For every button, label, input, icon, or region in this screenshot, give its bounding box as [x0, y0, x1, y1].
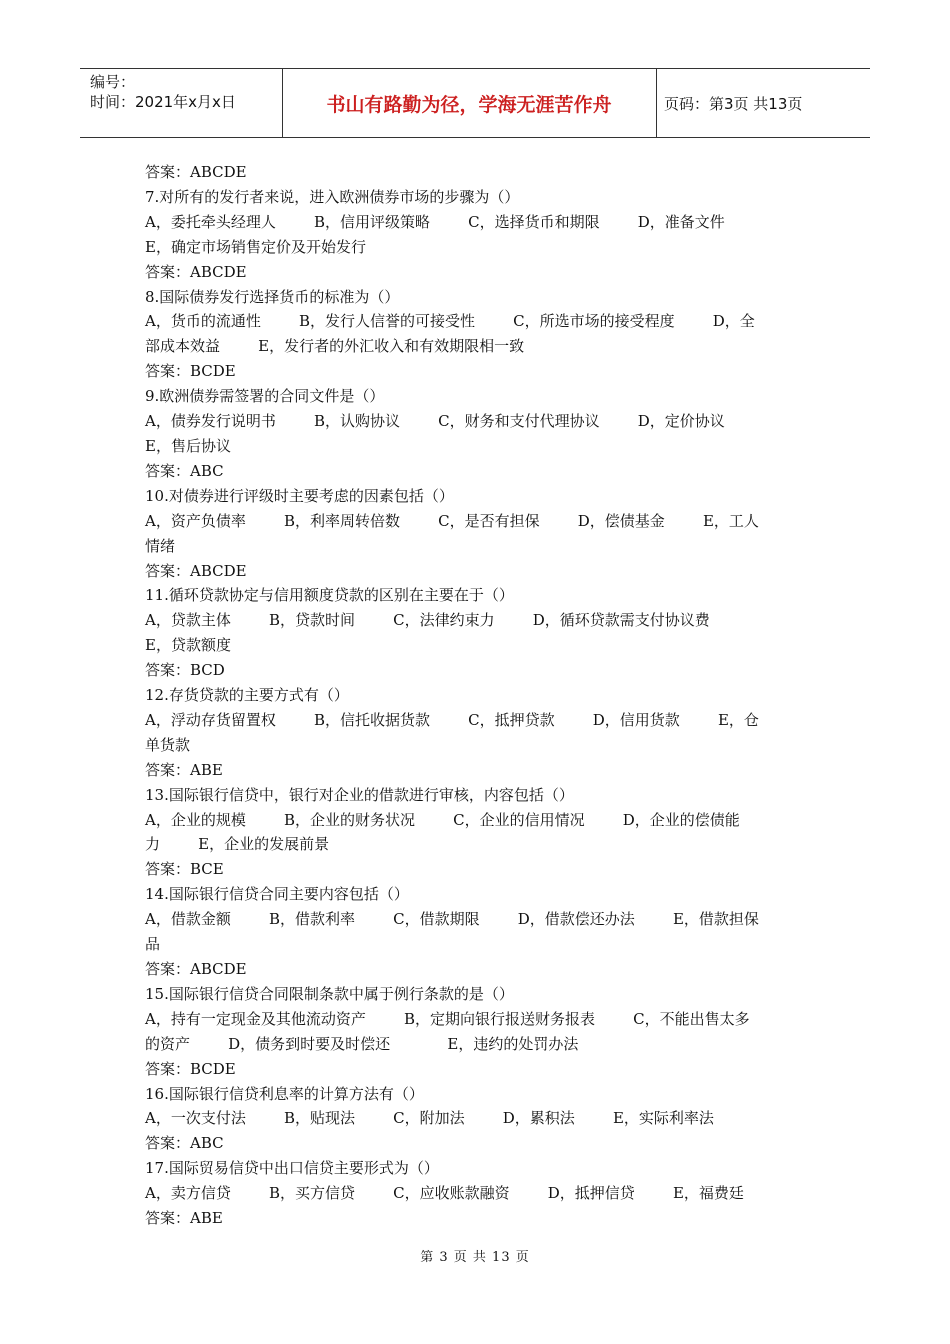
question-text-line: 8.国际债券发行选择货币的标准为（）: [145, 287, 400, 306]
question-text-line: E，贷款额度: [145, 636, 231, 655]
question-text-line: A，浮动存货留置权 B，信托收据货款 C，抵押贷款 D，信用货款 E，仓: [145, 710, 759, 729]
header-motto: 书山有路勤为径，学海无涯苦作舟: [326, 93, 612, 116]
question-text-line: 13.国际银行信贷中，银行对企业的借款进行审核，内容包括（）: [145, 785, 574, 804]
header-page-number: 页码：第3页 共13页: [664, 94, 803, 113]
question-text-line: 的资产 D，债务到时要及时偿还 E，违约的处罚办法: [145, 1034, 579, 1053]
question-text-line: 16.国际银行信贷利息率的计算方法有（）: [145, 1084, 424, 1103]
answer-line: 答案：ABC: [145, 1134, 224, 1153]
question-text-line: 单货款: [145, 735, 191, 754]
document-date-label: 时间：2021年x月x日: [90, 93, 236, 111]
page-footer: 第 3 页 共 13 页: [420, 1250, 530, 1265]
question-text-line: 12.存货贷款的主要方式有（）: [145, 686, 349, 705]
answer-line: 答案：ABE: [145, 1209, 223, 1228]
question-text-line: 14.国际银行信贷合同主要内容包括（）: [145, 885, 409, 904]
page-header: [80, 68, 870, 138]
answer-line: 答案：ABC: [145, 461, 224, 480]
question-text-line: A，持有一定现金及其他流动资产 B，定期向银行报送财务报表 C，不能出售太多: [145, 1009, 750, 1028]
header-divider-right: [656, 69, 657, 137]
question-text-line: 7.对所有的发行者来说，进入欧洲债券市场的步骤为（）: [145, 187, 520, 206]
question-text-line: A，卖方信贷 B，买方信贷 C，应收账款融资 D，抵押信贷 E，福费廷: [145, 1184, 744, 1203]
header-meta: [90, 72, 236, 112]
answer-line: 答案：ABCDE: [145, 561, 247, 580]
question-text-line: 部成本效益 E，发行者的外汇收入和有效期限相一致: [145, 337, 525, 356]
question-text-line: A，贷款主体 B，贷款时间 C，法律约束力 D，循环贷款需支付协议费: [145, 611, 710, 630]
question-text-line: A，借款金额 B，借款利率 C，借款期限 D，借款偿还办法 E，借款担保: [145, 910, 759, 929]
question-text-line: A，一次支付法 B，贴现法 C，附加法 D，累积法 E，实际利率法: [145, 1109, 714, 1128]
question-text-line: 15.国际银行信贷合同限制条款中属于例行条款的是（）: [145, 984, 514, 1003]
answer-line: 答案：ABCDE: [145, 262, 247, 281]
answer-line: 答案：BCDE: [145, 362, 236, 381]
question-text-line: 11.循环贷款协定与信用额度贷款的区别在主要在于（）: [145, 586, 514, 605]
answer-line: 答案：ABCDE: [145, 960, 247, 978]
answer-line: 答案：BCD: [145, 661, 225, 680]
question-text-line: 17.国际贸易信贷中出口信贷主要形式为（）: [145, 1159, 439, 1178]
question-text-line: A，货币的流通性 B，发行人信誉的可接受性 C，所选市场的接受程度 D，全: [145, 312, 755, 331]
question-text-line: E，确定市场销售定价及开始发行: [145, 237, 366, 256]
answer-line: 答案：ABE: [145, 760, 223, 779]
question-text-line: A，委托牵头经理人 B，信用评级策略 C，选择货币和期限 D，准备文件: [145, 212, 725, 231]
question-text-line: 力 E，企业的发展前景: [145, 835, 330, 854]
question-text-line: 10.对债券进行评级时主要考虑的因素包括（）: [145, 486, 454, 505]
question-text-line: 品: [145, 935, 161, 954]
question-text-line: 9.欧洲债券需签署的合同文件是（）: [145, 387, 385, 406]
question-text-line: A，企业的规模 B，企业的财务状况 C，企业的信用情况 D，企业的偿债能: [145, 810, 740, 829]
question-text-line: E，售后协议: [145, 436, 231, 455]
question-text-line: A，资产负债率 B，利率周转倍数 C，是否有担保 D，偿债基金 E，工人: [145, 511, 759, 530]
answer-line: 答案：ABCDE: [145, 163, 247, 181]
question-text-line: 情绪: [145, 536, 176, 555]
question-list: [145, 160, 810, 1231]
document-number-label: 编号：: [90, 73, 136, 91]
question-text-line: A，债券发行说明书 B，认购协议 C，财务和支付代理协议 D，定价协议: [145, 412, 725, 431]
answer-line: 答案：BCDE: [145, 1059, 236, 1078]
answer-line: 答案：BCE: [145, 860, 224, 879]
